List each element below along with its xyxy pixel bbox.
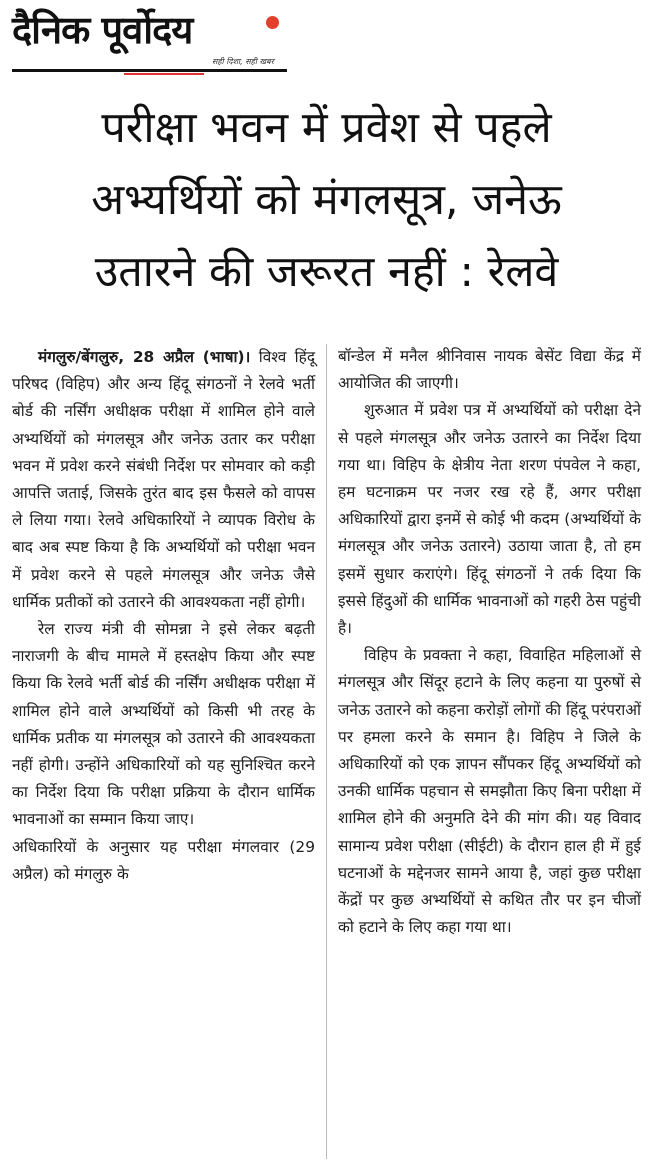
headline-line-1: परीक्षा भवन में प्रवेश से पहले — [101, 103, 552, 153]
article-headline — [14, 92, 639, 308]
headline-line-2: अभ्यर्थियों को मंगलसूत्र, जनेऊ — [91, 175, 562, 225]
column-divider — [326, 344, 327, 1159]
article-column-right — [338, 343, 641, 941]
newspaper-logo: दैनिक पूर्वोदय — [12, 8, 193, 52]
article-paragraph: बॉन्डेल में मनैल श्रीनिवास नायक बेसेंट विद्या केंद्र में आयोजित की जाएगी। — [338, 347, 641, 393]
logo-dot-icon — [266, 16, 279, 29]
paragraph-text: विश्व हिंदू परिषद (विहिप) और अन्य हिंदू संगठनों ने रेलवे भर्ती बोर्ड की नर्सिंग अधीक्षक परीक्षा में शामिल होने वाले अभ्यर्थियों को मंगलसूत्र और जनेऊ उतार कर परीक्षा भवन में प्रवेश करने संबंधी निर्देश पर सोमवार को कड़ी आपत्ति जताई, जिसके तुरंत बाद इस फैसले को वापस ले लिया गया। रेलवे अधिकारियों ने व्यापक विरोध के बाद अब स्पष्ट किया है कि अभ्यर्थियों को परीक्षा भवन में प्रवेश करने से पहले मंगलसूत्र और जनेऊ जैसे धार्मिक प्रतीकों को उतारने की आवश्यकता नहीं होगी। — [12, 348, 315, 611]
article-paragraph — [12, 344, 315, 616]
masthead — [12, 6, 287, 70]
article-column-left — [12, 344, 315, 888]
masthead-accent-rule — [124, 73, 204, 75]
masthead-tagline: सही दिशा, सही खबर — [212, 57, 274, 66]
masthead-rule — [12, 69, 287, 72]
article-dateline: मंगलुरु/बेंगलुरु, 28 अप्रैल (भाषा)। — [38, 348, 251, 366]
headline-line-3: उतारने की जरूरत नहीं : रेलवे — [94, 247, 559, 297]
article-paragraph: शुरुआत में प्रवेश पत्र में अभ्यर्थियों को परीक्षा देने से पहले मंगलसूत्र और जनेऊ उतारने का निर्देश दिया गया था। विहिप के क्षेत्रीय नेता शरण पंपवेल ने कहा, हम घटनाक्रम पर नजर रख रहे हैं, अगर परीक्षा अधिकारियों द्वारा इनमें से कोई भी कदम (अभ्यर्थियों के मंगलसूत्र और जनेऊ उतारने) उठाया जाता है, तो हम इसमें सुधार कराएंगे। हिंदू संगठनों ने तर्क दिया कि इससे हिंदुओं की धार्मिक भावनाओं को गहरी ठेस पहुंची है। — [338, 401, 641, 638]
article-paragraph: रेल राज्य मंत्री वी सोमन्ना ने इसे लेकर बढ़ती नाराजगी के बीच मामले में हस्तक्षेप किया और स्पष्ट किया कि रेलवे भर्ती बोर्ड की नर्सिंग अधीक्षक परीक्षा में शामिल होने वाले अभ्यर्थियों को किसी भी तरह के धार्मिक प्रतीक या मंगलसूत्र को उतारने की आवश्यकता नहीं होगी। उन्होंने अधिकारियों को यह सुनिश्चित करने का निर्देश दिया कि परीक्षा प्रक्रिया के दौरान धार्मिक भावनाओं का सम्मान किया जाए। — [12, 620, 315, 829]
article-paragraph: विहिप के प्रवक्ता ने कहा, विवाहित महिलाओं से मंगलसूत्र और सिंदूर हटाने के लिए कहना या पुरुषों से जनेऊ उतारने को कहना करोड़ों लोगों की हिंदू परंपराओं पर हमला करने के समान है। विहिप ने जिले के अधिकारियों को एक ज्ञापन सौंपकर हिंदू अभ्यर्थियों को उनकी धार्मिक पहचान से समझौता किए बिना परीक्षा में शामिल होने की अनुमति देने की मांग की। यह विवाद सामान्य प्रवेश परीक्षा (सीईटी) के दौरान हाल ही में हुई घटनाओं के मद्देनजर सामने आया है, जहां कुछ परीक्षा केंद्रों पर कुछ अभ्यर्थियों से कथित तौर पर इन चीजों को हटाने के लिए कहा गया था। — [338, 646, 641, 937]
article-paragraph: अधिकारियों के अनुसार यह परीक्षा मंगलवार (29 अप्रैल) को मंगलुरु के — [12, 837, 315, 883]
